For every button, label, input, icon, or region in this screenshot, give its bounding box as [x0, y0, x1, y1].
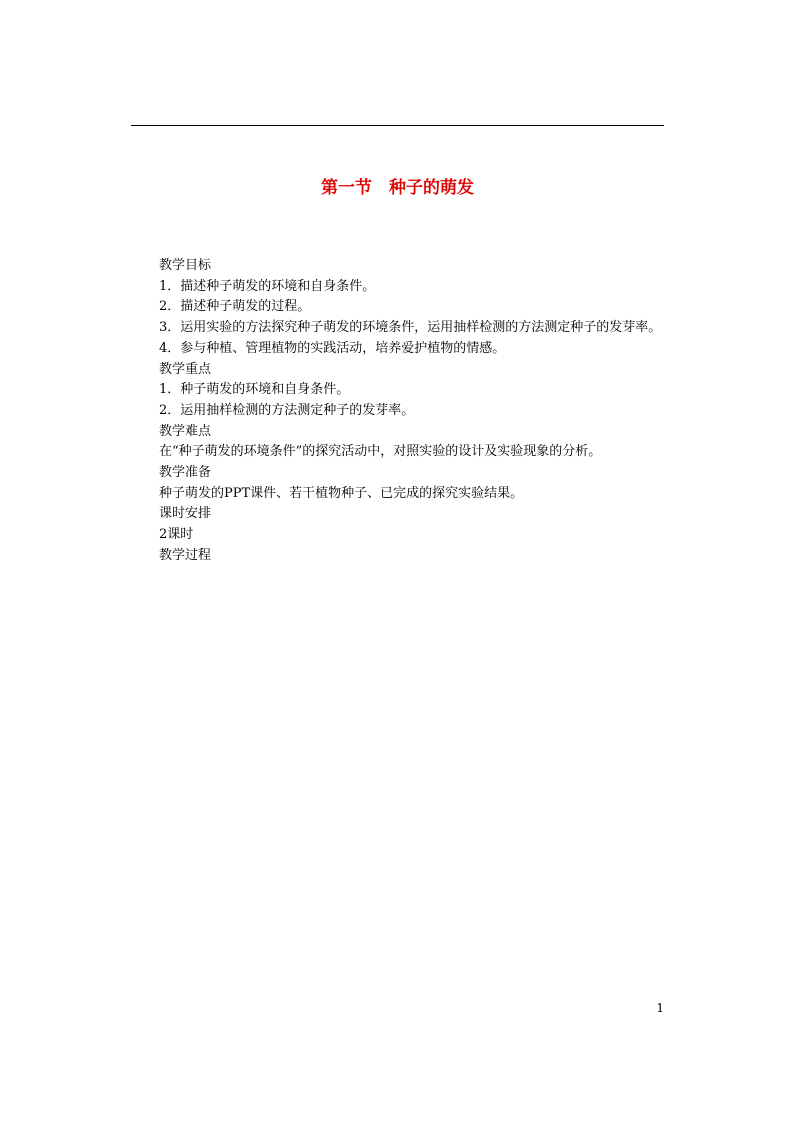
heading-difficulties: 教学难点: [159, 423, 212, 439]
page-number: 1: [656, 1001, 664, 1015]
heading-schedule: 课时安排: [159, 506, 212, 522]
header-rule: [131, 125, 664, 126]
objective-item-3: 3．运用实验的方法探究种子萌发的环境条件，运用抽样检测的方法测定种子的发芽率。: [159, 320, 662, 336]
heading-teaching-objectives: 教学目标: [159, 258, 212, 273]
document-title: 第一节 种子的萌发: [321, 178, 474, 198]
document-body: [131, 256, 664, 567]
difficulty-text: 在“种子萌发的环境条件”的探究活动中，对照实验的设计及实验现象的分析。: [159, 444, 602, 460]
heading-teaching-process: 教学过程: [159, 547, 212, 563]
objective-item-2: 2．描述种子萌发的过程。: [159, 299, 311, 315]
key-point-item-1: 1．种子萌发的环境和自身条件。: [159, 382, 350, 398]
schedule-text: 2课时: [159, 527, 194, 543]
heading-key-points: 教学重点: [159, 361, 212, 377]
objective-item-4: 4．参与种植、管理植物的实践活动，培养爱护植物的情感。: [159, 340, 506, 356]
preparation-text: 种子萌发的PPT课件、若干植物种子、已完成的探究实验结果。: [159, 485, 524, 501]
heading-preparation: 教学准备: [159, 465, 212, 481]
key-point-item-2: 2．运用抽样检测的方法测定种子的发芽率。: [159, 402, 415, 418]
objective-item-1: 1．描述种子萌发的环境和自身条件。: [159, 278, 376, 294]
